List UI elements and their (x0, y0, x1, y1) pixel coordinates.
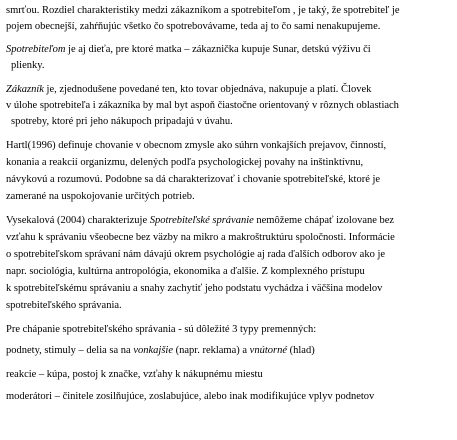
stimuli-mid: (napr. reklama) a (173, 345, 250, 356)
paragraph-5-line-6: spotrebiteľského správania. (6, 300, 122, 311)
paragraph-4-line-2: konania a reakcií organizmu, delených podľa psychologickej povahy na inštinktívnu, (6, 157, 364, 168)
paragraph-5-line-5: k spotrebiteľskému správaniu a snahy zachytiť jeho podstatu vychádza i väčšina modelov (6, 283, 383, 294)
paragraph-2-text: je aj dieťa, pre ktoré matka – zákaznička kupuje Sunar, detskú výživu či (65, 44, 371, 55)
paragraph-5-line-3: o spotrebiteľskom správaní nám dávajú okrem psychológie aj rada ďalších odborov ako je (6, 249, 386, 260)
term-zakaznik: Zákazník (6, 84, 44, 95)
paragraph-4-line-4: zamerané na uspokojovanie určitých potrieb. (6, 191, 195, 202)
paragraph-3-line-3: spotreby, ktoré pri jeho nákupoch pripadajú v úvahu. (11, 116, 233, 127)
paragraph-6-line-4: moderátori – činitele zosilňujúce, zoslabujúce, alebo inak modifikujúce vplyv podnetov (6, 391, 375, 402)
term-spotrebitelske-spravanie: Spotrebiteľské správanie (149, 215, 254, 226)
paragraph-4-line-1: Hartl(1996) definuje chovanie v obecnom zmysle ako súhrn vonkajších prejavov, činností, (6, 140, 387, 151)
paragraph-3-line-2: v úlohe spotrebiteľa i zákazníka by mal byt aspoň čiastočne orientovaný v rôznych oblastiach (6, 100, 399, 111)
paragraph-6-line-3: reakcie – kúpa, postoj k značke, vzťahy k nákupnému miestu (6, 369, 263, 380)
paragraph-2-line-2: plienky. (11, 60, 45, 71)
paragraph-5-rest: nemôžeme chápať izolovane bez (253, 215, 395, 226)
paragraph-3-text: je, zjednodušene povedané ten, kto tovar objednáva, nakupuje a platí. Človek (43, 84, 372, 95)
paragraph-6-line-2 (6, 344, 315, 358)
stimuli-end: (hlad) (287, 345, 315, 356)
paragraph-5-start: Vysekalová (2004) charakterizuje (6, 215, 150, 226)
term-vonkajsie: vonkajšie (133, 345, 173, 356)
term-vnutorne: vnútorné (249, 345, 287, 356)
paragraph-1-line-2: pojem obecnejší, zahŕňujúc všetko čo spotrebovávame, teda aj to čo sami nenakupujeme. (6, 21, 381, 32)
term-spotrebitel: Spotrebiteľom (6, 44, 66, 55)
paragraph-5-line-2: vzťahu k správaniu všeobecne bez väzby na mikro a makroštruktúru spoločnosti. Informácie (6, 232, 395, 243)
paragraph-4-line-3: návykovú a rozumovú. Podobne sa dá charakterizovať i chovanie spotrebiteľské, ktoré je (6, 174, 381, 185)
paragraph-5-line-4: napr. sociológia, kultúrna antropológia, ekonomika a ďalšie. Z komplexného prístupu (6, 266, 365, 277)
paragraph-5-line-1 (6, 214, 394, 228)
paragraph-3-line-1 (6, 83, 371, 97)
paragraph-6-line-1: Pre chápanie spotrebiteľského správania - sú dôležité 3 typy premenných: (6, 324, 317, 335)
paragraph-2-line-1 (6, 43, 371, 57)
stimuli-label: podnety, stimuly – delia sa na (6, 345, 134, 356)
paragraph-1-line-1: smrťou. Rozdiel charakteristiky medzi zákazníkom a spotrebiteľom , je taký, že spotrebiteľ je (6, 5, 400, 16)
